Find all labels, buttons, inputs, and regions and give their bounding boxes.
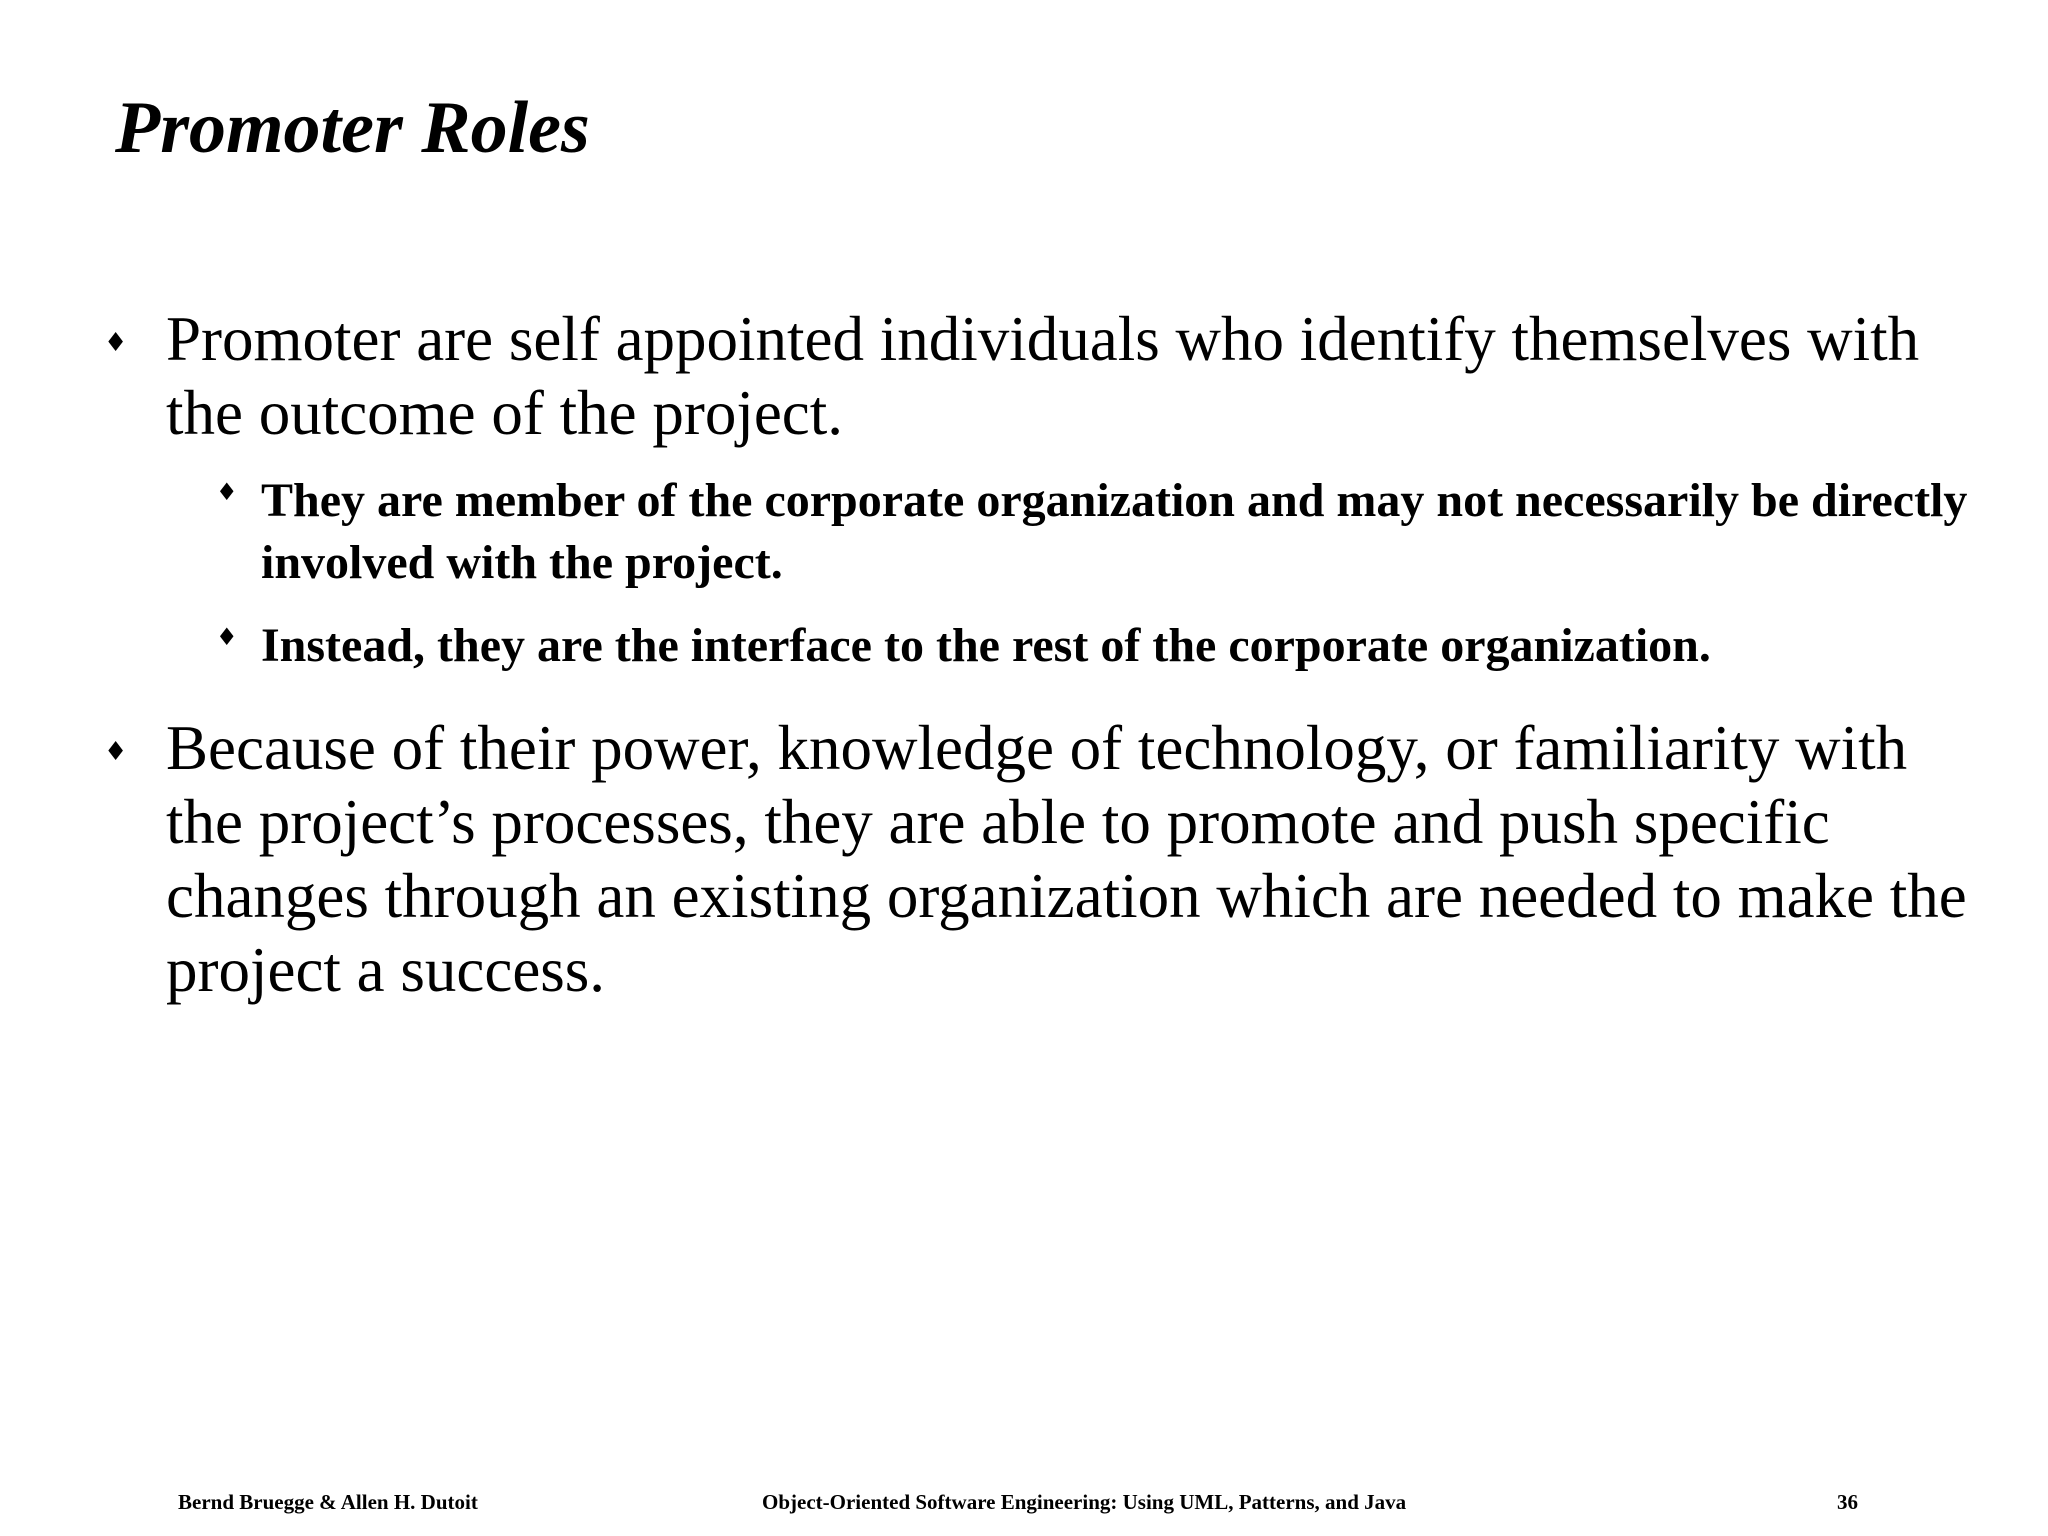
sub-bullet-text: They are member of the corporate organization and may not necessarily be directly involved with the project. (261, 474, 1968, 589)
footer-authors: Bernd Bruegge & Allen H. Dutoit (178, 1490, 478, 1514)
bullet-promoter-definition (104, 302, 1984, 677)
bullet-text: Because of their power, knowledge of technology, or familiarity with the project’s processes, they are able to promote and push specific changes through an existing organization which are needed to make the project a success. (166, 713, 1967, 1005)
bullet-promoter-power (104, 711, 1984, 1007)
slide-footer (0, 1487, 2048, 1517)
sub-bullet-interface (166, 615, 1984, 677)
bullet-text: Promoter are self appointed individuals who identify themselves with the outcome of the project. (166, 304, 1920, 448)
footer-book-title: Object-Oriented Software Engineering: Using UML, Patterns, and Java (762, 1490, 1407, 1514)
page-number: 36 (1837, 1490, 1858, 1514)
sub-bullet-list (166, 470, 1984, 677)
diamond-bullet-icon: ♦ (216, 623, 238, 651)
sub-bullet-corporate-member (166, 470, 1984, 594)
bullet-list (104, 302, 1984, 1007)
slide-title: Promoter Roles (115, 87, 590, 169)
sub-bullet-text: Instead, they are the interface to the rest of the corporate organization. (261, 619, 1711, 672)
diamond-bullet-icon: ♦ (216, 478, 238, 506)
diamond-bullet-icon: ♦ (104, 737, 128, 767)
diamond-bullet-icon: ♦ (104, 328, 128, 358)
